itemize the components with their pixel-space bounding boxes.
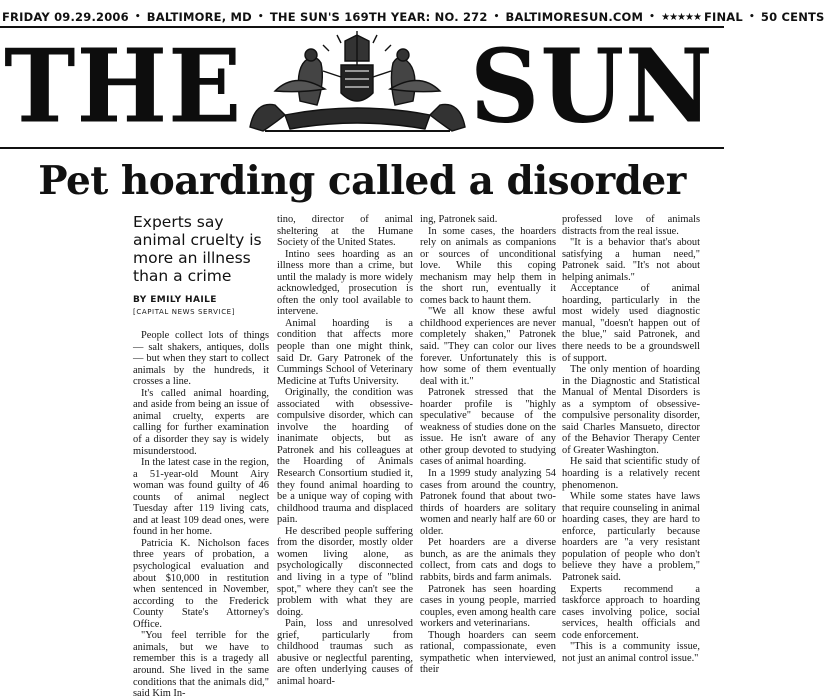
masthead-sun: SUN — [470, 26, 714, 146]
paragraph: Experts recommend a taskforce approach to hoarding cases involving police, social services, health officials and code enforcement. — [562, 583, 700, 641]
article-deck: Experts say animal cruelty is more an illness than a crime — [133, 213, 262, 285]
byline: BY EMILY HAILE — [133, 295, 217, 305]
masthead-emblem-icon — [245, 31, 470, 141]
paragraph: Patronek stressed that the hoarder profile is "highly speculative" because of the weakness of studies done on the issue. He isn't aware of any other group devoted to studying cases of animal hoarding. — [420, 387, 556, 468]
article-column-3 — [420, 214, 556, 676]
article-column-4 — [562, 214, 700, 664]
issue-date: FRIDAY 09.29.2006 — [2, 10, 129, 24]
paragraph: Intino sees hoarding as an illness more than a crime, but until the malady is more widely acknowledged, prosecution is often the only tool available to intervene. — [277, 248, 413, 318]
masthead-rule — [0, 147, 724, 149]
edition-label — [661, 10, 743, 24]
paragraph: In a 1999 study analyzing 54 cases from around the country, Patronek found that about two-thirds of hoarders are solitary women and nearly half are 60 or older. — [420, 468, 556, 537]
paragraph: Pet hoarders are a diverse bunch, as are the animals they collect, from cats and dogs to rabbits, birds and farm animals. — [420, 537, 556, 583]
paragraph: Originally, the condition was associated with obsessive-compulsive disorder, which can involve the hoarding of inanimate objects, but as Patronek and his colleagues at the Hoarding of Animals Research Consortium studied it, they found animal hoarding to be a unique way of coping with childhood trauma and displaced pain. — [277, 387, 413, 526]
paragraph: "You feel terrible for the animals, but we have to remember this is a tragedy all around. She lived in the same conditions that the animals did," said Kim In- — [133, 630, 269, 700]
separator-bullet: • — [134, 12, 141, 22]
paragraph: In some cases, the hoarders rely on animals as companions or sources of unconditional love. While this coping mechanism may help them in the short run, eventually it comes back to haunt them. — [420, 225, 556, 306]
paragraph: "It is a behavior that's about satisfying a human need," Patronek said. "It's not about helping animals." — [562, 237, 700, 283]
masthead — [0, 27, 724, 145]
paragraph: Animal hoarding is a condition that affects more people than one might think, said Dr. Gary Patronek of the Cummings School of Veterinary Medicine at Tufts University. — [277, 317, 413, 387]
website: BALTIMORESUN.COM — [505, 10, 644, 24]
separator-bullet: • — [493, 12, 500, 22]
paragraph: Pain, loss and unresolved grief, particularly from childhood traumas such as abusive or neglectful parenting, are often underlying causes of animal hoard- — [277, 618, 413, 687]
edition-stars: ★★★★★ — [661, 11, 701, 23]
separator-bullet: • — [257, 12, 264, 22]
paragraph: He described people suffering from the disorder, mostly older women living alone, as psychologically disconnected and living in a type of "blind spot," where they can't see the problem with what they are doing. — [277, 525, 413, 618]
edition-name: FINAL — [703, 10, 743, 24]
masthead-the: THE — [4, 26, 243, 146]
paragraph: It's called animal hoarding, and aside from being an issue of animal cruelty, experts are calling for further examination of a disorder they say is widely misunderstood. — [133, 387, 269, 457]
news-service: [CAPITAL NEWS SERVICE] — [133, 307, 236, 316]
paragraph: He said that scientific study of hoarding is a relatively recent phenomenon. — [562, 456, 700, 491]
price: 50 CENTS — [760, 10, 825, 24]
paragraph: While some states have laws that require counseling in animal hoarding cases, they are hard to enforce, particularly because hoarders are "a very resistant population of people who don't believe they have a problem," Patronek said. — [562, 491, 700, 583]
paragraph: "This is a community issue, not just an animal control issue." — [562, 641, 700, 664]
separator-bullet: • — [649, 12, 656, 22]
paragraph: tino, director of animal sheltering at the Humane Society of the United States. — [277, 214, 413, 249]
paragraph: The only mention of hoarding in the Diagnostic and Statistical Manual of Mental Disorders is as a symptom of obsessive-compulsive personality disorder, said Charles Mansueto, director of the Behavior Therapy Center of Greater Washington. — [562, 364, 700, 456]
article-column-2 — [277, 214, 413, 687]
paragraph: Patricia K. Nicholson faces three years of probation, a psychological evaluation and about $10,000 in restitution when sentenced in November, according to the Frederick County State's Attorney's Office. — [133, 537, 269, 630]
city: BALTIMORE, MD — [146, 10, 252, 24]
paragraph: People collect lots of things — salt shakers, antiques, dolls — but when they start to collect animals by the hundreds, it crosses a line. — [133, 330, 269, 388]
paragraph: "We all know these awful childhood experiences are never completely shaken," Patronek said. "They can color our lives forever. Unfortunately this is how some of them eventually deal with it." — [420, 306, 556, 387]
article-column-1 — [133, 213, 269, 700]
paragraph: ing, Patronek said. — [420, 214, 498, 225]
paragraph: Patronek has seen hoarding cases in young people, married couples, even among health care workers and veterinarians. — [420, 583, 556, 630]
paragraph: Acceptance of animal hoarding, particularly in the most widely used diagnostic manual, "doesn't happen out of the blue," said Patronek, and there needs to be a groundswell of support. — [562, 283, 700, 364]
paragraph: professed love of animals distracts from the real issue. — [562, 214, 700, 237]
dateline-strip — [2, 9, 825, 25]
separator-bullet: • — [748, 12, 755, 22]
paragraph: Though hoarders can seem rational, compassionate, even sympathetic when interviewed, their — [420, 629, 556, 676]
article-headline: Pet hoarding called a disorder — [38, 158, 686, 204]
issue-number: THE SUN'S 169TH YEAR: NO. 272 — [269, 10, 488, 24]
paragraph: In the latest case in the region, a 51-year-old Mount Airy woman was found guilty of 46 counts of animal neglect Tuesday after 119 living cats, and at least 109 dead ones, were found in her home. — [133, 457, 269, 538]
